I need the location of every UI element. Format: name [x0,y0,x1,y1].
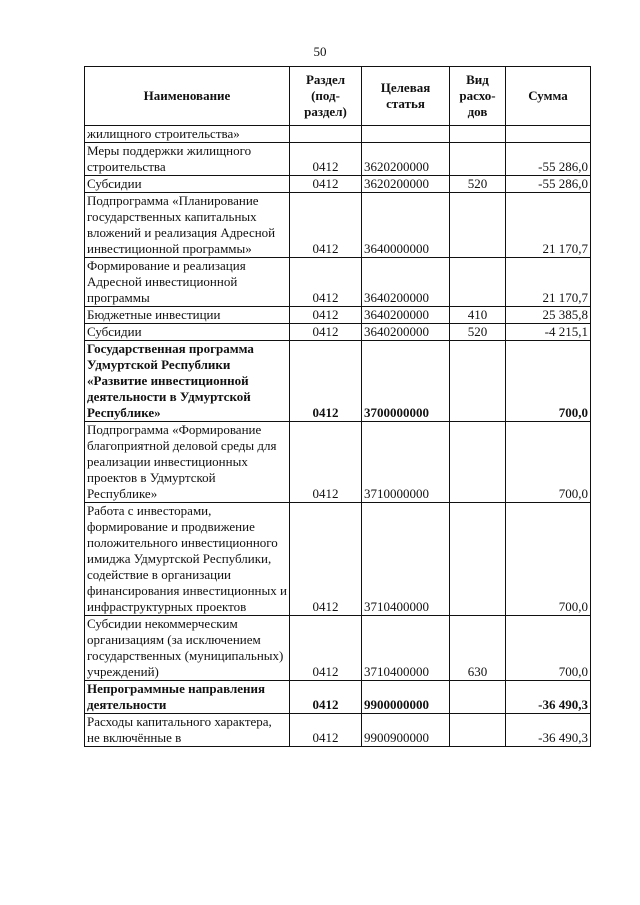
row-sum-cell: -4 215,1 [506,324,591,341]
table-row [85,307,591,324]
table-row [85,193,591,258]
table-body [85,126,591,747]
row-sum-cell: 21 170,7 [506,258,591,307]
row-target-cell: 3640200000 [362,258,450,307]
row-name-cell: Субсидии [85,324,290,341]
row-target-cell [362,126,450,143]
row-sum-cell: 700,0 [506,341,591,422]
row-sum-cell: 700,0 [506,422,591,503]
row-sum-cell: 25 385,8 [506,307,591,324]
row-section-cell: 0412 [290,503,362,616]
row-target-cell: 3640200000 [362,307,450,324]
row-sum-cell: 700,0 [506,616,591,681]
row-section-cell: 0412 [290,258,362,307]
row-name-cell: Подпрограмма «Планирование государственных капитальных вложений и реализация Адресной инвестиционной программы» [85,193,290,258]
row-name-cell: Непрограммные направления деятельности [85,681,290,714]
row-type-cell [450,126,506,143]
row-section-cell: 0412 [290,324,362,341]
row-type-cell: 520 [450,176,506,193]
row-target-cell: 3640200000 [362,324,450,341]
row-name-cell: Государственная программа Удмуртской Республики «Развитие инвестиционной деятельности в Удмуртской Республике» [85,341,290,422]
page-number: 50 [313,44,327,59]
row-name-cell: Подпрограмма «Формирование благоприятной деловой среды для реализации инвестиционных проектов в Удмуртской Республике» [85,422,290,503]
row-name-cell: Субсидии некоммерческим организациям (за исключением государственных (муниципальных) учреждений) [85,616,290,681]
table-row [85,681,591,714]
row-sum-cell: -36 490,3 [506,681,591,714]
row-name-cell: Формирование и реализация Адресной инвестиционной программы [85,258,290,307]
header-target: Целевая статья [362,67,450,126]
row-target-cell: 3700000000 [362,341,450,422]
row-target-cell: 9900900000 [362,714,450,747]
row-type-cell: 630 [450,616,506,681]
row-section-cell: 0412 [290,176,362,193]
table-row [85,324,591,341]
row-sum-cell [506,126,591,143]
row-section-cell: 0412 [290,341,362,422]
row-section-cell: 0412 [290,143,362,176]
row-sum-cell: -36 490,3 [506,714,591,747]
budget-table [84,66,591,747]
table-row [85,422,591,503]
row-type-cell [450,143,506,176]
row-target-cell: 3640000000 [362,193,450,258]
table-row [85,176,591,193]
row-name-cell: жилищного строительства» [85,126,290,143]
table-row [85,616,591,681]
row-name-cell: Работа с инвесторами, формирование и продвижение положительного инвестиционного имиджа Удмуртской Республики, содействие в организации финансирования инвестиционных и инфраструктурных проектов [85,503,290,616]
row-section-cell: 0412 [290,714,362,747]
table-row [85,126,591,143]
row-section-cell: 0412 [290,422,362,503]
header-section: Раздел (под- раздел) [290,67,362,126]
row-type-cell [450,503,506,616]
table-row [85,143,591,176]
table-row [85,341,591,422]
row-type-cell [450,258,506,307]
table-row [85,714,591,747]
row-type-cell [450,422,506,503]
row-section-cell: 0412 [290,193,362,258]
row-target-cell: 3620200000 [362,143,450,176]
row-type-cell: 520 [450,324,506,341]
table-header-row [85,67,591,126]
row-type-cell: 410 [450,307,506,324]
header-expense-type: Вид расхо- дов [450,67,506,126]
row-type-cell [450,681,506,714]
row-sum-cell: 21 170,7 [506,193,591,258]
header-sum: Сумма [506,67,591,126]
row-section-cell: 0412 [290,307,362,324]
row-type-cell [450,714,506,747]
row-target-cell: 3710000000 [362,422,450,503]
row-name-cell: Меры поддержки жилищного строительства [85,143,290,176]
row-target-cell: 3620200000 [362,176,450,193]
table-row [85,503,591,616]
row-sum-cell: -55 286,0 [506,176,591,193]
row-section-cell [290,126,362,143]
row-section-cell: 0412 [290,616,362,681]
table-row [85,258,591,307]
row-name-cell: Бюджетные инвестиции [85,307,290,324]
row-target-cell: 3710400000 [362,503,450,616]
row-target-cell: 9900000000 [362,681,450,714]
row-target-cell: 3710400000 [362,616,450,681]
row-type-cell [450,341,506,422]
row-type-cell [450,193,506,258]
header-name: Наименование [85,67,290,126]
row-name-cell: Расходы капитального характера, не включённые в [85,714,290,747]
row-sum-cell: 700,0 [506,503,591,616]
row-name-cell: Субсидии [85,176,290,193]
row-section-cell: 0412 [290,681,362,714]
row-sum-cell: -55 286,0 [506,143,591,176]
